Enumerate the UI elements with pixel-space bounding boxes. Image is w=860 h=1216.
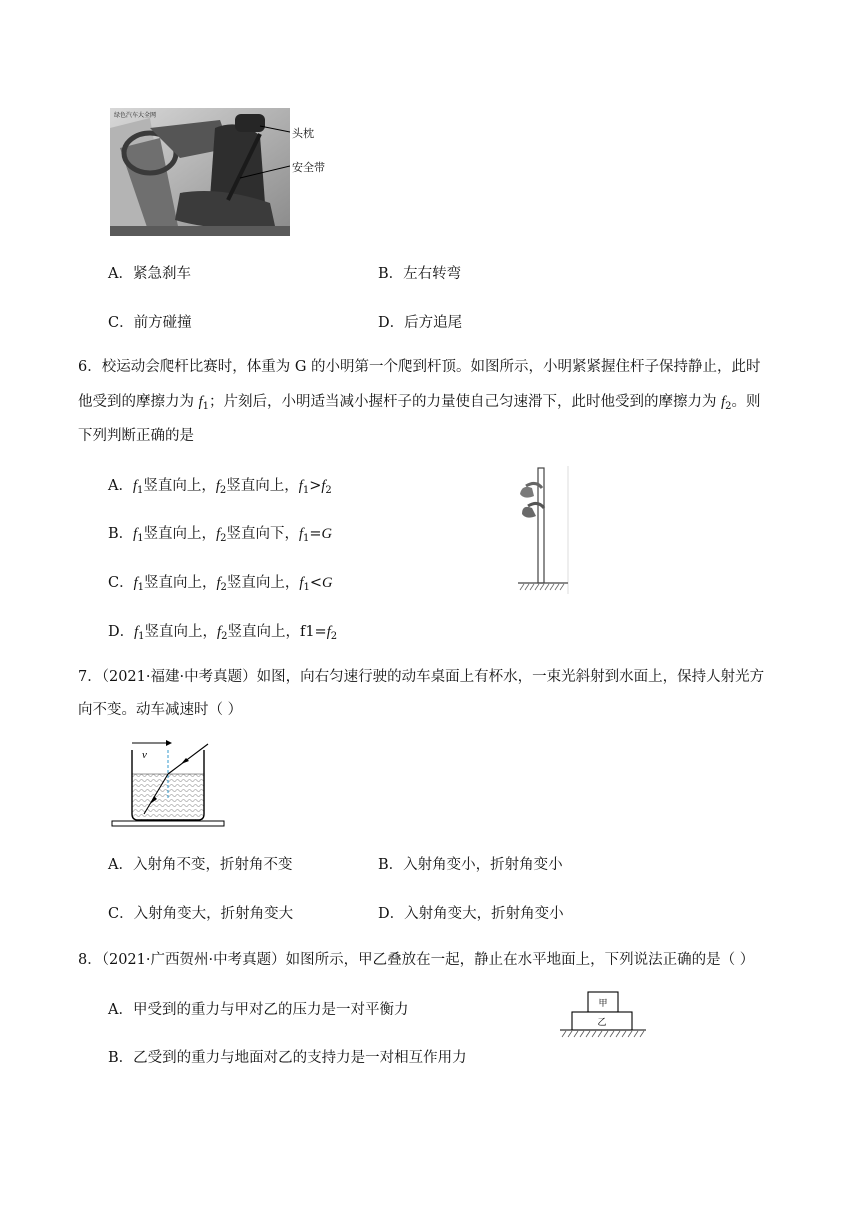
q6-stem-line1: 6．校运动会爬杆比赛时，体重为 G 的小明第一个爬到杆顶。如图所示，小明紧紧握住杆子保持静止，此时 (78, 359, 761, 375)
subscript: 1 (202, 401, 210, 412)
relation-symbol: > (309, 478, 322, 494)
q6-option-d[interactable] (108, 620, 337, 642)
f-symbol: f (217, 624, 222, 640)
option-text: 竖直向上， (227, 624, 300, 640)
relation-symbol: < (309, 575, 322, 591)
subscript: 2 (330, 631, 338, 642)
q7-option-d[interactable]: D．入射角变大，折射角变小 (378, 906, 564, 922)
option-letter: D． (108, 624, 135, 640)
q6-option-b[interactable] (108, 522, 332, 544)
f-symbol: f (721, 394, 726, 410)
f-symbol: f (216, 575, 221, 591)
block-jia-label: 甲 (598, 999, 608, 1009)
option-text: 竖直向上， (143, 526, 217, 542)
option-letter: A． (108, 478, 133, 494)
option-letter: C． (108, 575, 134, 591)
subscript: 2 (221, 631, 228, 642)
f-symbol: f (133, 575, 138, 591)
subscript: 1 (302, 485, 310, 496)
q6-option-c[interactable] (108, 571, 332, 593)
seatbelt-label: 安全带 (292, 161, 325, 174)
f-symbol: f (215, 478, 220, 494)
option-text: 竖直向上， (143, 478, 216, 494)
stacked-blocks-figure (560, 988, 646, 1040)
subscript: 2 (725, 401, 732, 412)
subscript: 2 (220, 533, 227, 544)
climbing-pole-figure (512, 466, 572, 594)
f-symbol: f (133, 526, 138, 542)
f-symbol: f (134, 624, 139, 640)
blocks-diagram (560, 988, 646, 1040)
relation-symbol: = (309, 526, 322, 542)
subscript: 1 (137, 582, 145, 593)
q8-stem-line1: 8．（2021·广西贺州·中考真题）如图所示，甲乙叠放在一起，静止在水平地面上，下列说法正确的是（ ） (78, 952, 755, 968)
q6-stem-text: 他受到的摩擦力为 (78, 394, 199, 410)
subscript: 1 (137, 485, 144, 496)
f-symbol: f (326, 624, 331, 640)
q5-option-a[interactable]: A．紧急刹车 (108, 266, 191, 282)
q7-option-b[interactable]: B．入射角变小，折射角变小 (378, 857, 563, 873)
f-symbol: f (298, 526, 303, 542)
f-symbol: f (198, 394, 203, 410)
subscript: 2 (219, 485, 227, 496)
q8-option-b[interactable]: B．乙受到的重力与地面对乙的支持力是一对相互作用力 (108, 1050, 467, 1066)
q6-option-a[interactable] (108, 474, 332, 496)
velocity-label: v (142, 749, 147, 761)
option-text: 竖直向上， (144, 575, 217, 591)
option-letter: B． (108, 526, 134, 542)
subscript: 1 (303, 533, 310, 544)
q7-stem-line2: 向不变。动车减速时（ ） (78, 702, 243, 718)
block-yi-label: 乙 (597, 1018, 607, 1028)
f-symbol: f (321, 478, 326, 494)
g-symbol: G (321, 575, 333, 591)
q7-option-a[interactable]: A．入射角不变，折射角不变 (108, 857, 293, 873)
photo-watermark: 绿色汽车大全网 (114, 112, 157, 119)
q7-option-c[interactable]: C．入射角变大，折射角变大 (108, 906, 294, 922)
q5-option-d[interactable]: D．后方追尾 (378, 315, 463, 331)
car-seat-illustration (110, 108, 290, 236)
headrest-label: 头枕 (292, 127, 314, 140)
f-symbol: f (299, 575, 304, 591)
f-symbol: f (216, 526, 221, 542)
subscript: 2 (220, 582, 227, 593)
option-text: 竖直向上， (226, 575, 300, 591)
option-text: 竖直向下， (226, 526, 299, 542)
g-symbol: G (321, 526, 333, 542)
water-cup-figure (110, 738, 226, 830)
q6-stem-text: 。则 (731, 394, 761, 410)
q5-option-c[interactable]: C．前方碰撞 (108, 315, 192, 331)
q6-stem-line3: 下列判断正确的是 (78, 428, 194, 444)
q7-stem-line1: 7．（2021·福建·中考真题）如图，向右匀速行驶的动车桌面上有杯水，一束光斜射到水面上，保持人射光方 (78, 669, 765, 685)
f-symbol: f (298, 478, 303, 494)
option-text: 竖直向上， (226, 478, 299, 494)
subscript: 1 (303, 582, 310, 593)
q6-stem-text: ；片刻后，小明适当减小握杆子的力量使自己匀速滑下，此时他受到的摩擦力为 (209, 394, 722, 410)
subscript: 1 (138, 631, 145, 642)
option-text: 竖直向上， (144, 624, 218, 640)
refraction-diagram (110, 738, 226, 830)
q8-option-a[interactable]: A．甲受到的重力与甲对乙的压力是一对平衡力 (108, 1002, 409, 1018)
q5-option-b[interactable]: B．左右转弯 (378, 266, 462, 282)
pole-diagram (512, 466, 572, 594)
subscript: 1 (137, 533, 144, 544)
q6-stem-line2 (78, 392, 761, 417)
f-symbol: f (132, 478, 138, 494)
car-seat-photo (110, 108, 290, 236)
subscript: 2 (325, 485, 332, 496)
f1-text: f1 (299, 624, 315, 640)
relation-symbol: = (314, 624, 327, 640)
